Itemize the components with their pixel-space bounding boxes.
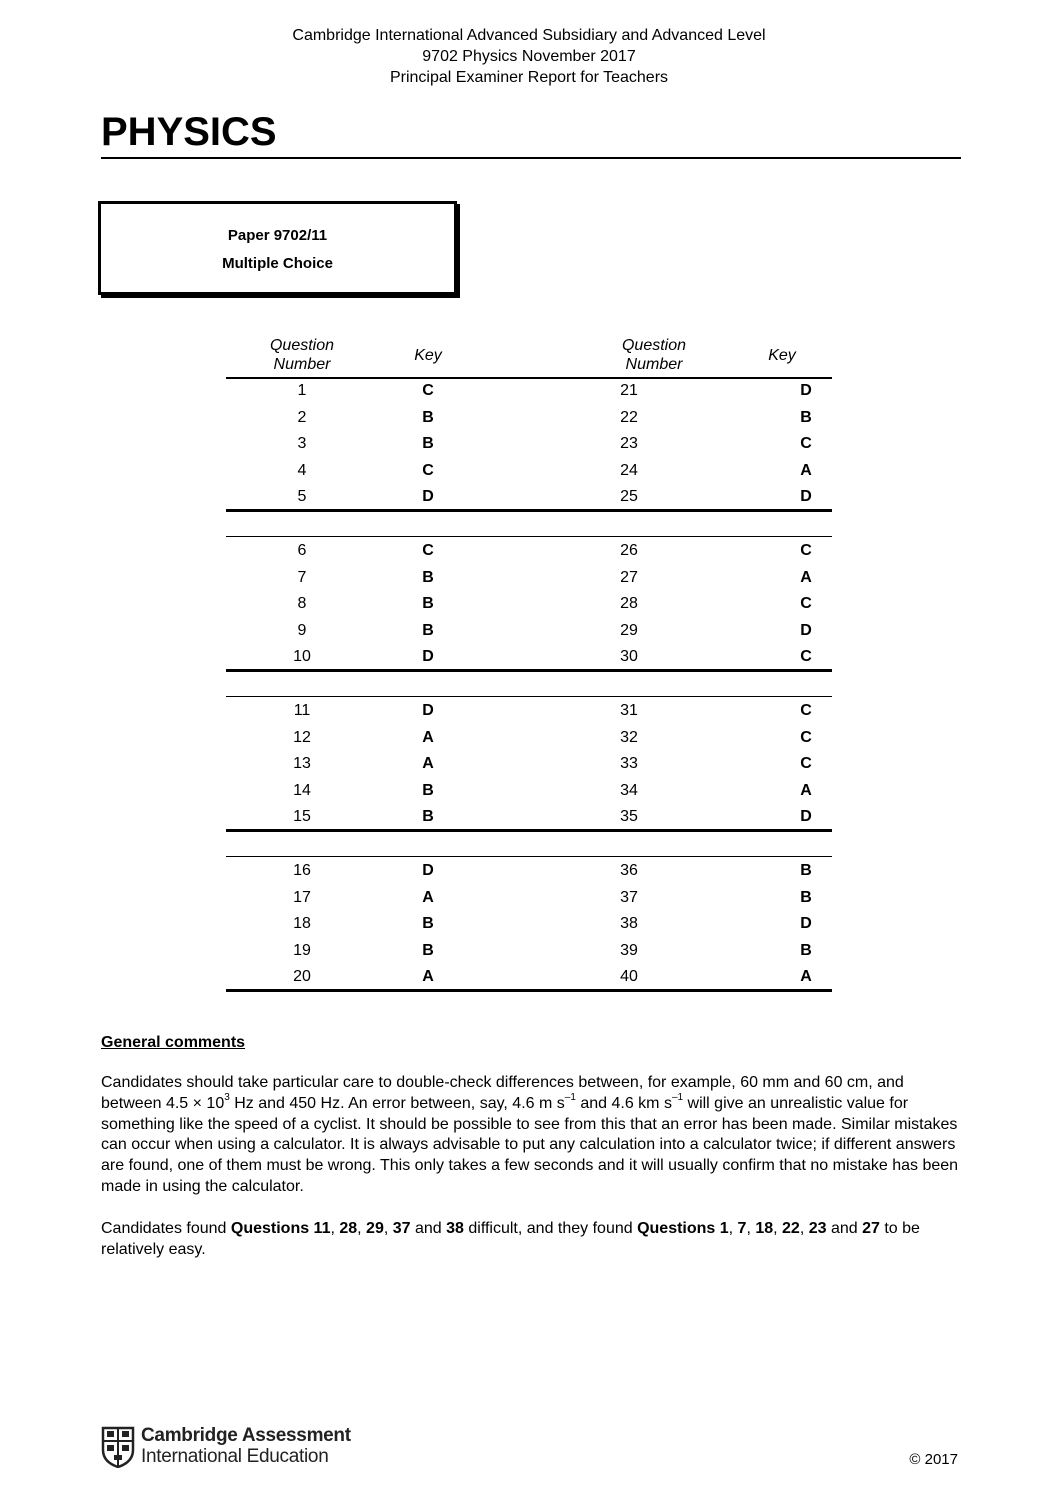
question-number: 24 <box>620 461 638 479</box>
answer-key: D <box>422 862 434 880</box>
section-heading: General comments <box>101 1034 246 1051</box>
bold-question-ref: Questions 11 <box>230 1220 331 1237</box>
question-number: 33 <box>620 755 638 773</box>
bold-question-ref: 23 <box>808 1220 827 1237</box>
answer-key: B <box>422 808 434 826</box>
answer-key: B <box>422 568 434 586</box>
question-number: 34 <box>620 781 638 799</box>
answer-key: A <box>422 968 434 986</box>
table-row <box>226 725 832 752</box>
answer-key: A <box>422 755 434 773</box>
table-row <box>226 778 832 805</box>
text-span: , <box>773 1220 783 1237</box>
table-rule <box>226 696 832 697</box>
question-number: 32 <box>620 728 638 746</box>
question-number: 27 <box>620 568 638 586</box>
text-span: will give an unrealistic value for something like the speed of a cyclist. It should be possible to see from this that an error has been made. Similar mistakes can occur when using a calculator. It is always advisable to put any calculation into a calculator twice; if different answers are found, one of them must be wrong. This only takes a few seconds and it will usually confirm that no mistake has been made in using the calculator. <box>101 1094 959 1195</box>
column-header-key-left: Key <box>414 347 442 364</box>
question-number: 21 <box>620 382 638 400</box>
logo-line-1: Cambridge Assessment <box>141 1425 351 1446</box>
answer-key: C <box>422 542 434 560</box>
superscript: –1 <box>671 1092 684 1104</box>
key-group-4 <box>226 858 832 991</box>
answer-key: C <box>800 435 812 453</box>
question-number: 10 <box>293 648 311 666</box>
question-number: 15 <box>293 808 311 826</box>
question-number: 12 <box>293 728 311 746</box>
question-header-line-1: Question <box>269 337 335 354</box>
table-row <box>226 964 832 991</box>
answer-key: C <box>800 595 812 613</box>
column-header-key-right: Key <box>768 347 796 364</box>
question-number: 25 <box>620 488 638 506</box>
question-number: 37 <box>620 888 638 906</box>
logo-line-2: International Education <box>141 1446 329 1467</box>
question-number: 18 <box>293 915 311 933</box>
answer-key: C <box>800 648 812 666</box>
answer-key: B <box>800 408 812 426</box>
answer-key: D <box>800 488 812 506</box>
answer-key: D <box>422 488 434 506</box>
answer-key: B <box>422 915 434 933</box>
answer-key: D <box>800 808 812 826</box>
text-span: , <box>383 1220 393 1237</box>
question-number: 14 <box>293 781 311 799</box>
question-number: 13 <box>293 755 311 773</box>
table-row <box>226 804 832 831</box>
question-number: 22 <box>620 408 638 426</box>
table-row <box>226 538 832 565</box>
text-span: difficult, and they found <box>463 1220 638 1237</box>
text-span: Candidates found <box>101 1220 231 1237</box>
table-rule <box>226 989 832 992</box>
table-row <box>226 618 832 645</box>
bold-question-ref: 28 <box>339 1220 358 1237</box>
answer-key: C <box>800 542 812 560</box>
table-rule <box>226 377 832 379</box>
title-rule <box>101 157 961 159</box>
header-line-2: 9702 Physics November 2017 <box>422 48 636 65</box>
question-number: 20 <box>293 968 311 986</box>
answer-key: B <box>422 781 434 799</box>
paper-type: Multiple Choice <box>222 255 333 272</box>
key-group-2 <box>226 538 832 671</box>
question-number: 11 <box>293 702 311 720</box>
table-row <box>226 458 832 485</box>
table-row <box>226 484 832 511</box>
question-number: 1 <box>297 382 307 400</box>
question-number: 23 <box>620 435 638 453</box>
question-number: 35 <box>620 808 638 826</box>
answer-key: B <box>800 862 812 880</box>
table-rule <box>226 829 832 832</box>
question-header-line-1: Question <box>621 337 687 354</box>
text-span: , <box>746 1220 756 1237</box>
question-header-line-2: Number <box>273 356 331 373</box>
answer-key: D <box>422 702 434 720</box>
question-number: 28 <box>620 595 638 613</box>
answer-key: B <box>422 408 434 426</box>
question-number: 17 <box>293 888 311 906</box>
table-row <box>226 431 832 458</box>
bold-question-ref: 27 <box>862 1220 880 1237</box>
question-number: 30 <box>620 648 638 666</box>
table-row <box>226 565 832 592</box>
paper-info-box <box>98 201 457 295</box>
answer-key: D <box>800 382 812 400</box>
cambridge-logo <box>101 1426 361 1470</box>
answer-key: B <box>422 435 434 453</box>
question-header-line-2: Number <box>625 356 683 373</box>
question-number: 29 <box>620 621 638 639</box>
answer-key: D <box>422 648 434 666</box>
text-span: to be relatively easy. <box>101 1220 920 1258</box>
header-line-1: Cambridge International Advanced Subsidiary and Advanced Level <box>292 27 766 44</box>
bold-question-ref: 22 <box>782 1220 800 1237</box>
bold-question-ref: 7 <box>737 1220 747 1237</box>
text-span: and 4.6 km s <box>575 1094 672 1112</box>
table-row <box>226 405 832 432</box>
answer-key: A <box>422 888 434 906</box>
header-line-3: Principal Examiner Report for Teachers <box>389 69 669 86</box>
question-number: 31 <box>620 702 638 720</box>
question-number: 16 <box>293 862 311 880</box>
bold-question-ref: 18 <box>755 1220 774 1237</box>
text-span: Candidates should take particular care to double-check differences between, for example, 60 mm and 60 cm, and between 4.5 × 10 <box>101 1074 904 1112</box>
question-number: 5 <box>297 488 307 506</box>
question-number: 26 <box>620 542 638 560</box>
table-row <box>226 938 832 965</box>
answer-key: C <box>800 728 812 746</box>
text-span: and <box>826 1220 863 1237</box>
question-number: 3 <box>297 435 307 453</box>
question-number: 2 <box>297 408 307 426</box>
text-span: and <box>410 1220 447 1237</box>
key-group-1 <box>226 378 832 511</box>
answer-key: B <box>422 941 434 959</box>
answer-key: C <box>800 755 812 773</box>
question-number: 7 <box>297 568 307 586</box>
answer-key: A <box>422 728 434 746</box>
copyright: © 2017 <box>909 1451 958 1468</box>
page-title: PHYSICS <box>101 110 277 154</box>
answer-key: A <box>800 968 812 986</box>
superscript: 3 <box>224 1092 230 1104</box>
bold-question-ref: 38 <box>446 1220 464 1237</box>
answer-key: B <box>422 621 434 639</box>
question-number: 6 <box>297 542 307 560</box>
table-rule <box>226 856 832 857</box>
paper-code: Paper 9702/11 <box>227 227 328 244</box>
answer-key: D <box>800 621 812 639</box>
answer-key: D <box>800 915 812 933</box>
answer-key: C <box>422 461 434 479</box>
text-span: , <box>728 1220 738 1237</box>
column-header-question-right <box>616 336 692 374</box>
answer-key: A <box>800 781 812 799</box>
paragraph-question-difficulty <box>101 1219 961 1261</box>
table-row <box>226 751 832 778</box>
table-row <box>226 378 832 405</box>
table-rule <box>226 669 832 672</box>
table-rule <box>226 509 832 512</box>
shield-crest-icon <box>101 1426 135 1468</box>
bold-question-ref: 37 <box>392 1220 411 1237</box>
table-rule <box>226 536 832 537</box>
question-number: 40 <box>620 968 638 986</box>
question-number: 39 <box>620 941 638 959</box>
answer-key: C <box>800 702 812 720</box>
answer-key: B <box>800 941 812 959</box>
key-group-3 <box>226 698 832 831</box>
answer-key: C <box>422 382 434 400</box>
question-number: 8 <box>297 595 307 613</box>
question-number: 4 <box>297 461 307 479</box>
table-row <box>226 591 832 618</box>
answer-key: A <box>800 461 812 479</box>
question-number: 19 <box>293 941 311 959</box>
question-number: 9 <box>297 621 307 639</box>
answer-key: A <box>800 568 812 586</box>
superscript: –1 <box>564 1092 576 1104</box>
answer-key: B <box>422 595 434 613</box>
bold-question-ref: Questions 1 <box>637 1220 729 1237</box>
question-number: 38 <box>620 915 638 933</box>
text-span: , <box>799 1220 809 1237</box>
text-span: , <box>357 1220 367 1237</box>
text-span: Hz and 450 Hz. An error between, say, 4.6 m s <box>229 1094 565 1112</box>
report-header <box>0 25 1058 88</box>
column-header-question-left <box>264 336 340 374</box>
answer-key: B <box>800 888 812 906</box>
paragraph-units-advice <box>101 1073 961 1198</box>
table-row <box>226 698 832 725</box>
table-row <box>226 885 832 912</box>
bold-question-ref: 29 <box>366 1220 384 1237</box>
text-span: , <box>330 1220 340 1237</box>
table-row <box>226 858 832 885</box>
table-row <box>226 644 832 671</box>
question-number: 36 <box>620 862 638 880</box>
table-row <box>226 911 832 938</box>
